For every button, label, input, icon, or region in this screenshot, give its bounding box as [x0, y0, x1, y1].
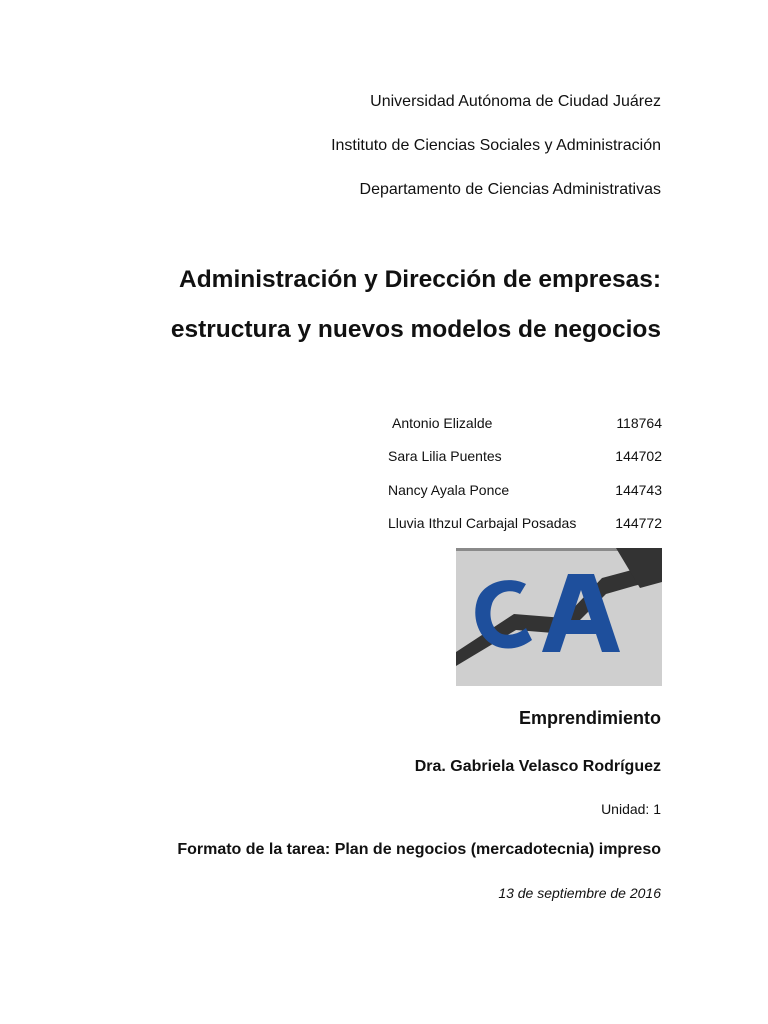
author-row: [388, 414, 662, 447]
task-format: Formato de la tarea: Plan de negocios (mercadotecnia) impreso: [177, 841, 661, 858]
department-logo: [456, 548, 662, 686]
author-row: [388, 447, 662, 480]
document-title-line-1: Administración y Dirección de empresas:: [179, 266, 661, 293]
document-date: 13 de septiembre de 2016: [498, 885, 661, 901]
department-name: Departamento de Ciencias Administrativas: [359, 181, 661, 198]
author-name: Lluvia Ithzul Carbajal Posadas: [388, 514, 577, 531]
professor-name: Dra. Gabriela Velasco Rodríguez: [414, 758, 661, 775]
course-name: Emprendimiento: [518, 708, 661, 728]
author-id: 144743: [615, 481, 662, 498]
author-id: 118764: [616, 415, 662, 431]
document-title-line-2: estructura y nuevos modelos de negocios: [170, 316, 661, 343]
author-row: [388, 481, 662, 514]
university-name: Universidad Autónoma de Ciudad Juárez: [370, 93, 661, 110]
institute-name: Instituto de Ciencias Sociales y Administración: [331, 137, 661, 154]
unit-label: Unidad: 1: [601, 801, 661, 817]
author-name: Sara Lilia Puentes: [388, 448, 502, 465]
author-id: 144702: [615, 448, 662, 465]
author-name: Nancy Ayala Ponce: [388, 481, 510, 498]
author-name: Antonio Elizalde: [392, 415, 493, 431]
author-list: [388, 414, 662, 547]
author-id: 144772: [615, 514, 662, 531]
author-row: [388, 514, 662, 547]
